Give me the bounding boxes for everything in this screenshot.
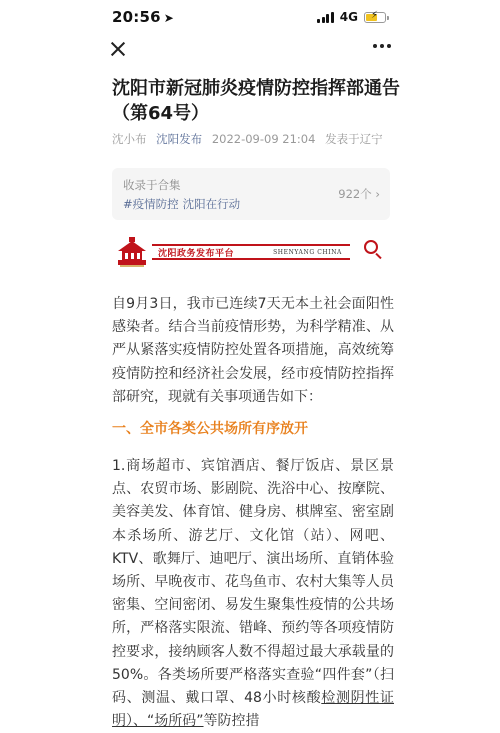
- banner-bar: [152, 244, 350, 260]
- item-1-paragraph: [112, 455, 394, 733]
- publish-time: 2022-09-09 21:04: [211, 132, 316, 146]
- clock: 20:56: [112, 8, 161, 26]
- signal-icon: [317, 12, 334, 23]
- city-logo-icon: [114, 236, 150, 268]
- network-type: 4G: [339, 10, 358, 24]
- banner-english: SHENYANG CHINA: [273, 248, 342, 256]
- location-arrow-icon: ➤: [163, 11, 175, 25]
- collection-tag[interactable]: #疫情防控: [123, 197, 179, 211]
- battery-icon: [364, 9, 386, 23]
- collection-label: 收录于合集: [123, 178, 181, 192]
- status-bar: [0, 0, 500, 34]
- collection-tags: [123, 196, 240, 212]
- article-meta: [112, 131, 383, 147]
- publish-location: 发表于辽宁: [325, 132, 383, 146]
- more-dots-icon[interactable]: [373, 44, 391, 48]
- collection-count: [338, 186, 380, 202]
- item-1-underlined-text: 检测阴性证明）、“场所码”: [112, 690, 394, 730]
- nav-bar: [0, 34, 500, 68]
- section-heading: 一、全市各类公共场所有序放开: [112, 421, 308, 437]
- item-1-tail: 等防控措: [203, 713, 260, 730]
- intro-paragraph: 自9月3日，我市已连续7天无本土社会面阳性感染者。结合当前疫情形势，为科学精准、从严从紧落实疫情防控处置各项措施，高效统筹疫情防控和经济社会发展，经市疫情防控指挥部研究，现就有关事项通告如下：: [112, 296, 394, 405]
- collection-count-text: 922个: [338, 187, 372, 201]
- author: 沈小布: [112, 132, 147, 146]
- status-indicators: [317, 10, 386, 24]
- chevron-right-icon: ›: [375, 187, 380, 201]
- banner: [112, 236, 390, 270]
- banner-name: 沈阳政务发布平台: [158, 248, 235, 259]
- status-time: [112, 8, 174, 26]
- search-icon: [364, 240, 378, 254]
- collection-tag[interactable]: 沈阳在行动: [182, 197, 241, 211]
- account-name-link[interactable]: 沈阳发布: [156, 132, 203, 146]
- collection-card[interactable]: [112, 168, 390, 220]
- close-icon[interactable]: [109, 40, 127, 58]
- article-title: 沈阳市新冠肺炎疫情防控指挥部通告（第64号）: [112, 78, 400, 124]
- item-1-text: 1.商场超市、宾馆酒店、餐厅饭店、景区景点、农贸市场、影剧院、洗浴中心、按摩院、美容美发、体育馆、健身房、棋牌室、密室剧本杀场所、游艺厅、文化馆（站）、网吧、KTV、歌舞厅、迪吧厅、演出场所、直销体验场所、早晚夜市、花鸟鱼市、农村大集等人员密集、空间密闭、易发生聚集性疫情的公共场所，严格落实限流、错峰、预约等各项疫情防控要求，接纳顾客人数不得超过最大承载量的50%。各类场所要严格落实查验“四件套”（扫码、测温、戴口罩、48小时核酸: [112, 458, 394, 707]
- charging-icon: ⚡: [371, 9, 379, 21]
